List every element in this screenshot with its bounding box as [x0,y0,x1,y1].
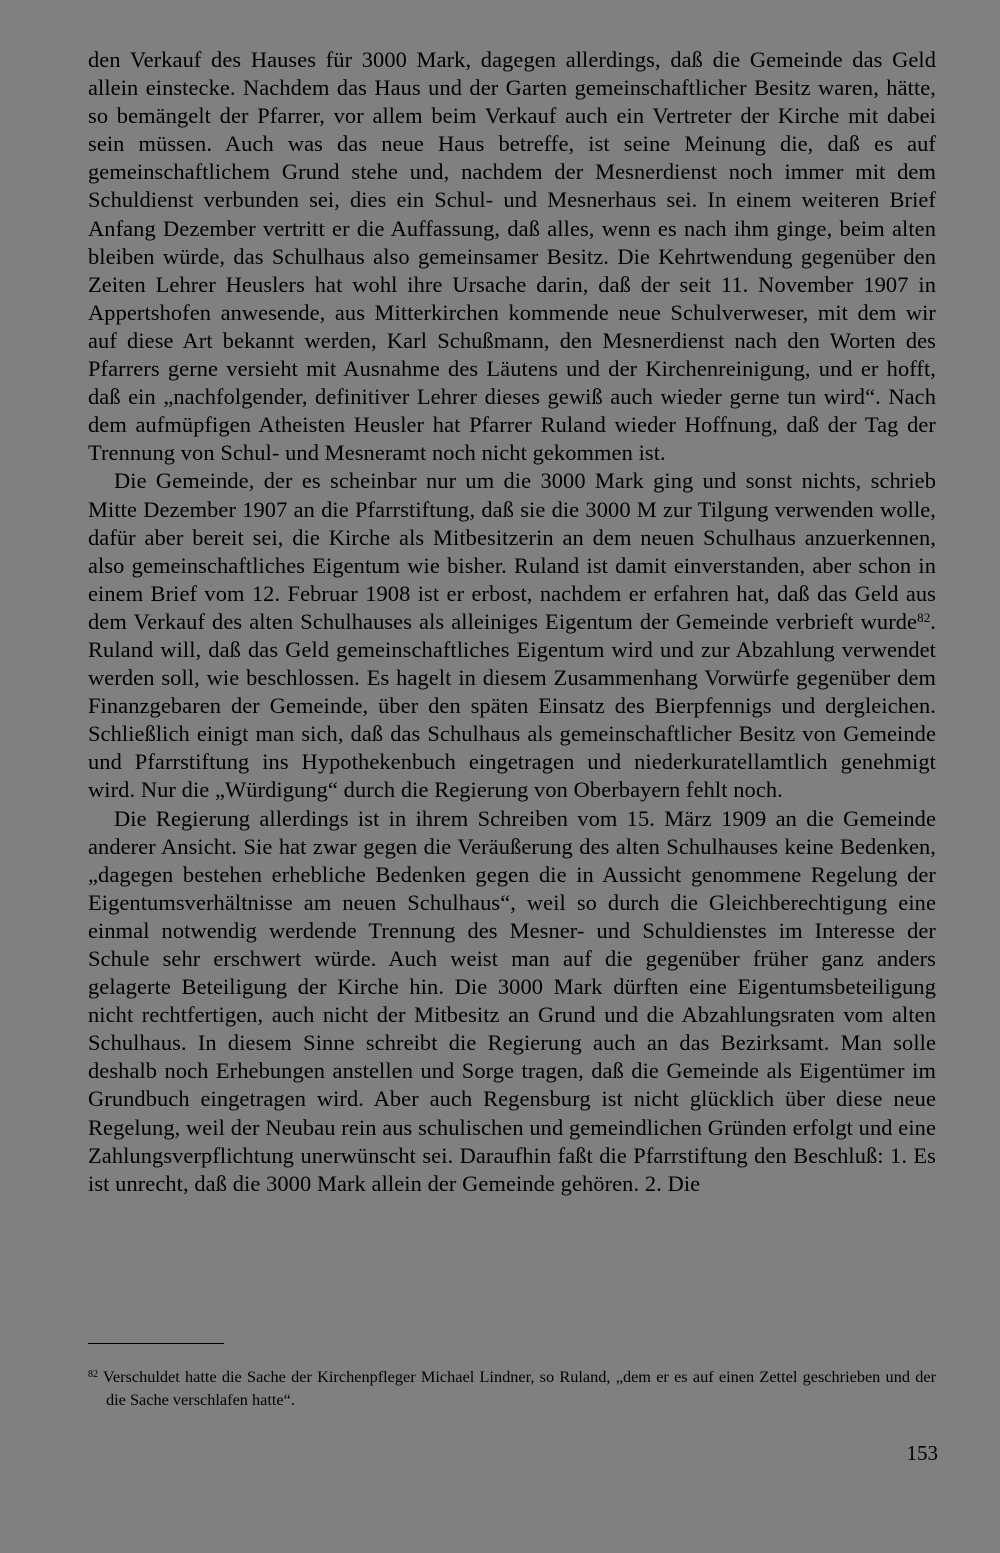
page-number: 153 [906,1441,938,1465]
paragraph [88,467,936,804]
footnote-divider [88,1343,224,1344]
footnote-text: Verschuldet hatte die Sache der Kirchenpfleger Michael Lindner, so Ruland, „dem er es auf einen Zettel geschrieben und der die Sache verschlafen hatte“. [98,1367,936,1409]
body-text [88,46,936,1198]
paragraph [88,46,936,467]
paragraph-text: . Ruland will, daß das Geld gemeinschaftliches Eigentum wird und zur Abzahlung verwendet werden soll, wie beschlossen. Es hagelt in diesem Zusammenhang Vorwürfe gegenüber dem Finanzgebaren der Gemeinde, über den späten Einsatz des Bierpfennigs und dergleichen. Schließlich einigt man sich, daß das Schulhaus als gemeinschaftlicher Besitz von Gemeinde und Pfarrstiftung ins Hypothekenbuch eingetragen und niederkuratellamtlich genehmigt wird. Nur die „Würdigung“ durch die Regierung von Oberbayern fehlt noch. [88,608,936,803]
paragraph [88,805,936,1198]
paragraph-text: Die Regierung allerdings ist in ihrem Schreiben vom 15. März 1909 an die Gemeinde anderer Ansicht. Sie hat zwar gegen die Veräußerung des alten Schulhauses keine Bedenken, „dagegen bestehen erhebliche Bedenken gegen die in Aussicht genommene Regelung der Eigentumsverhältnisse am neuen Schulhaus“, weil so durch die Gleichberechtigung eine einmal notwendig werdende Trennung des Mesner- und Schuldienstes im Interesse der Schule sehr erschwert würde. Auch weist man auf die gegenüber früher ganz anders gelagerte Beteiligung der Kirche hin. Die 3000 Mark dürften eine Eigentumsbeteiligung nicht rechtfertigen, auch nicht der Mitbesitz an Grund und die Abzahlungsraten vom alten Schulhaus. In diesem Sinne schreibt die Regierung auch an das Bezirksamt. Man solle deshalb noch Erhebungen anstellen und Sorge tragen, daß die Gemeinde als Eigentümer im Grundbuch eingetragen wird. Aber auch Regensburg ist nicht glücklich über diese neue Regelung, weil der Neubau rein aus schulischen und gemeindlichen Gründen erfolgt und eine Zahlungsverpflichtung unerwünscht sei. Daraufhin faßt die Pfarrstiftung den Beschluß: 1. Es ist unrecht, daß die 3000 Mark allein der Gemeinde gehören. 2. Die [88,805,936,1196]
footnote-reference: 82 [917,609,931,625]
footnote-marker: 82 [88,1369,98,1380]
paragraph-text: den Verkauf des Hauses für 3000 Mark, dagegen allerdings, daß die Gemeinde das Geld allein einstecke. Nachdem das Haus und der Garten gemeinschaftlicher Besitz waren, hätte, so bemängelt der Pfarrer, vor allem beim Verkauf auch ein Vertreter der Kirche mit dabei sein müssen. Auch was das neue Haus betreffe, ist seine Meinung die, daß es auf gemeinschaftlichem Grund stehe und, nachdem der Mesnerdienst noch immer mit dem Schuldienst verbunden sei, dies ein Schul- und Mesnerhaus sei. In einem weiteren Brief Anfang Dezember vertritt er die Auffassung, daß alles, wenn es nach ihm ginge, beim alten bleiben würde, das Schulhaus also gemeinsamer Besitz. Die Kehrtwendung gegenüber den Zeiten Lehrer Heuslers hat wohl ihre Ursache darin, daß der seit 11. November 1907 in Appertshofen anwesende, aus Mitterkirchen kommende neue Schulverweser, mit dem wir auf diese Art bekannt werden, Karl Schußmann, den Mesnerdienst nach den Worten des Pfarrers gerne versieht mit Ausnahme des Läutens und der Kirchenreinigung, und er hofft, daß ein „nachfolgender, definitiver Lehrer dieses gewiß auch wieder gerne tun wird“. Nach dem aufmüpfigen Atheisten Heusler hat Pfarrer Ruland wieder Hoffnung, daß der Tag der Trennung von Schul- und Mesneramt noch nicht gekommen ist. [88,47,936,466]
footnote [88,1365,936,1411]
paragraph-text: Die Gemeinde, der es scheinbar nur um die 3000 Mark ging und sonst nichts, schrieb Mitte Dezember 1907 an die Pfarrstiftung, daß sie die 3000 M zur Tilgung verwenden wolle, dafür aber bereit sei, die Kirche als Mitbesitzerin an dem neuen Schulhaus anzuerkennen, also gemeinschaftliches Eigentum wie bisher. Ruland ist damit einverstanden, aber schon in einem Brief vom 12. Februar 1908 ist er erbost, nachdem er erfahren hat, daß das Geld aus dem Verkauf des alten Schulhauses als alleiniges Eigentum der Gemeinde verbrieft wurde [88,468,936,634]
